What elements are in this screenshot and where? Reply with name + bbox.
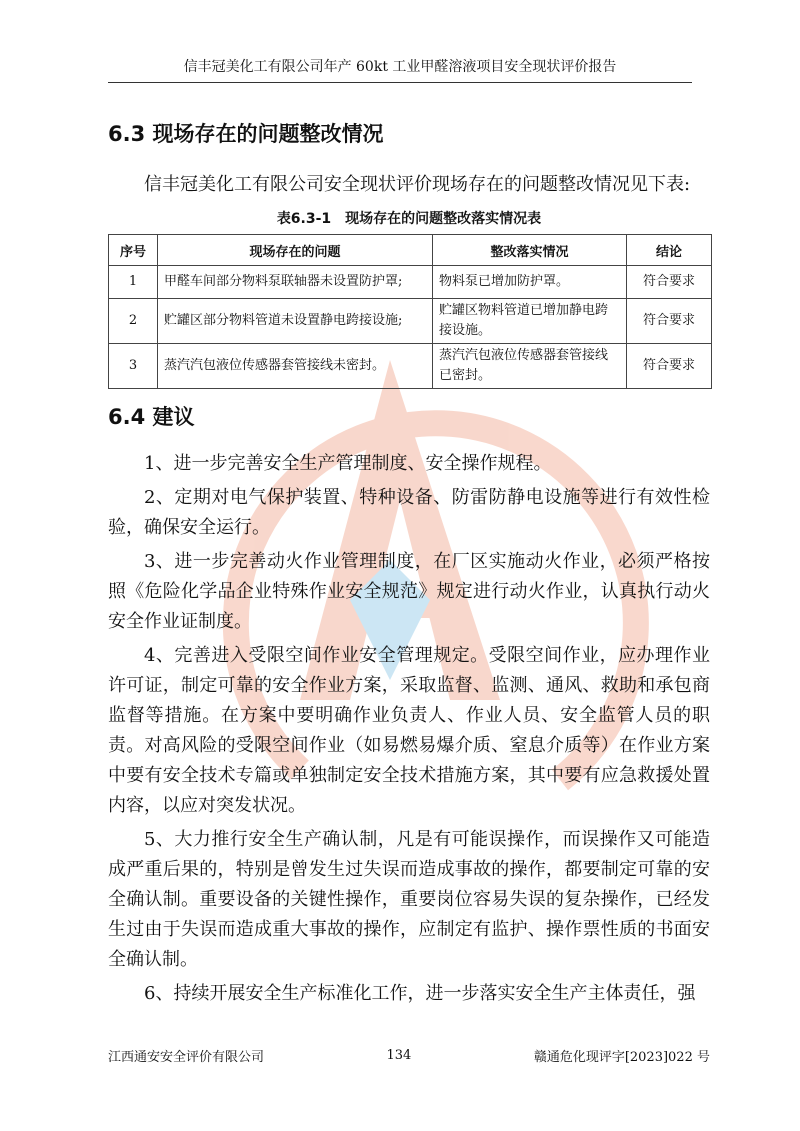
footer-doc-number: 赣通危化现评字[2023]022 号	[533, 1050, 710, 1065]
col-header-conclusion: 结论	[627, 235, 712, 266]
cell-conclusion: 符合要求	[627, 266, 712, 299]
cell-index: 3	[109, 344, 158, 389]
col-header-action: 整改落实情况	[433, 235, 627, 266]
col-header-issue: 现场存在的问题	[158, 235, 433, 266]
cell-conclusion: 符合要求	[627, 299, 712, 344]
footer-company: 江西通安安全评价有限公司	[108, 1050, 265, 1065]
page-header: 信丰冠美化工有限公司年产 60kt 工业甲醛溶液项目安全现状评价报告	[108, 56, 692, 83]
table-row	[109, 299, 712, 344]
cell-issue: 贮罐区部分物料管道未设置静电跨接设施;	[158, 299, 433, 344]
recommendation-item: 6、持续开展安全生产标准化工作，进一步落实安全生产主体责任，强	[144, 983, 696, 1004]
cell-index: 1	[109, 266, 158, 299]
table-header-row	[109, 235, 712, 266]
recommendation-item: 5、大力推行安全生产确认制，凡是有可能误操作，而误操作又可能造成严重后果的，特别是曾发生过失误而造成事故的操作，都要制定可靠的安全确认制。重要设备的关键性操作，重要岗位容易失误的复杂操作，已经发生过由于失误而造成重大事故的操作，应制定有监护、操作票性质的书面安全确认制。	[108, 829, 710, 970]
recommendation-item: 1、进一步完善安全生产管理制度、安全操作规程。	[144, 453, 552, 474]
table-row	[109, 266, 712, 299]
page-number: 134	[386, 1048, 412, 1063]
cell-conclusion: 符合要求	[627, 344, 712, 389]
page-content	[108, 110, 710, 1013]
cell-issue: 甲醛车间部分物料泵联轴器未设置防护罩;	[158, 266, 433, 299]
recommendation-item: 2、定期对电气保护装置、特种设备、防雷防静电设施等进行有效性检验，确保安全运行。	[108, 487, 710, 538]
recommendation-list	[108, 449, 710, 1009]
recommendation-item: 3、进一步完善动火作业管理制度，在厂区实施动火作业，必须严格按照《危险化学品企业特殊作业安全规范》规定进行动火作业，认真执行动火安全作业证制度。	[108, 551, 710, 632]
recommendation-item: 4、完善进入受限空间作业安全管理规定。受限空间作业，应办理作业许可证，制定可靠的安全作业方案，采取监督、监测、通风、救助和承包商监督等措施。在方案中要明确作业负责人、作业人员、安全监管人员的职责。对高风险的受限空间作业（如易燃易爆介质、窒息介质等）在作业方案中要有安全技术专篇或单独制定安全技术措施方案，其中要有应急救援处置内容，以应对突发状况。	[108, 645, 710, 816]
page-footer	[108, 1046, 710, 1065]
rectification-table	[108, 234, 712, 389]
cell-index: 2	[109, 299, 158, 344]
cell-issue: 蒸汽汽包液位传感器套管接线未密封。	[158, 344, 433, 389]
cell-action: 蒸汽汽包液位传感器套管接线已密封。	[433, 344, 627, 389]
table-row	[109, 344, 712, 389]
cell-action: 物料泵已增加防护罩。	[433, 266, 627, 299]
cell-action: 贮罐区物料管道已增加静电跨接设施。	[433, 299, 627, 344]
section-intro: 信丰冠美化工有限公司安全现状评价现场存在的问题整改情况见下表:	[144, 174, 691, 195]
section-heading-6-3: 6.3 现场存在的问题整改情况	[108, 122, 384, 146]
section-heading-6-4: 6.4 建议	[108, 405, 195, 429]
table-caption: 表6.3-1 现场存在的问题整改落实情况表	[276, 211, 542, 227]
col-header-index: 序号	[109, 235, 158, 266]
